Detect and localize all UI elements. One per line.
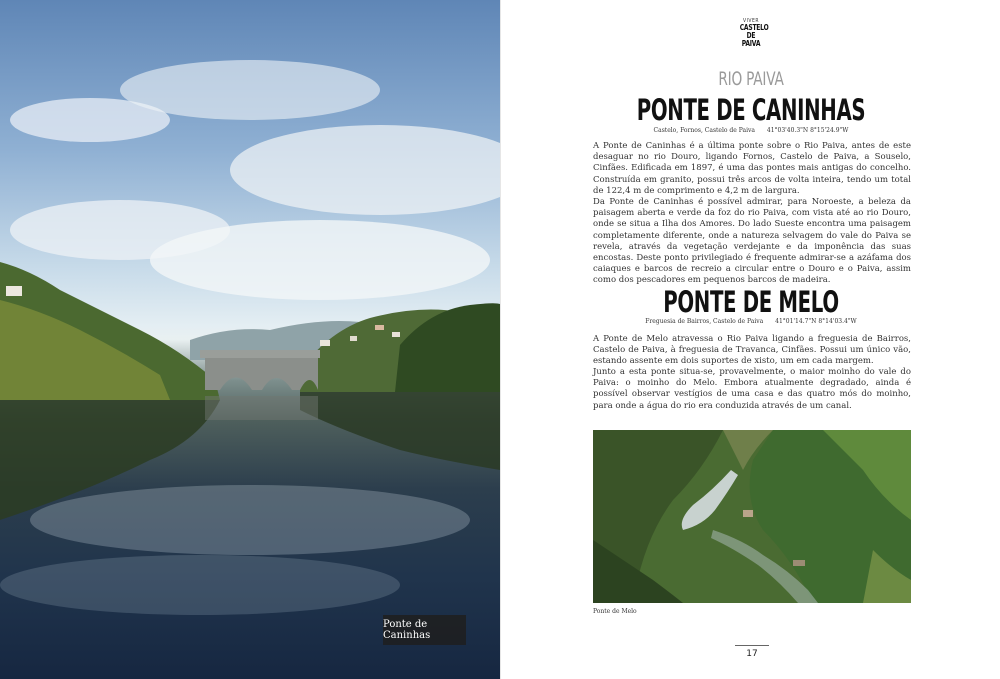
coordinates-text: 41°03'40.3"N 8°15'24.9"W — [766, 127, 849, 134]
photo-ponte-de-melo — [593, 430, 911, 603]
section-title-ponte-de-caninhas: PONTE DE CANINHAS — [636, 93, 866, 127]
location-text: Castelo, Fornos, Castelo de Paiva — [653, 127, 755, 134]
logo-line-2: DE PAIVA — [741, 31, 761, 48]
river-valley-illustration — [593, 430, 911, 603]
logo-line-1: CASTELO — [739, 23, 769, 32]
paragraph-caninhas-1: A Ponte de Caninhas é a última ponte sobre o Rio Paiva, antes de este desaguar no rio Douro, ligando Fornos, Castelo de Paiva, a Souselo, Cinfães. Edificada em 1897, é uma das pontes mais antigas do concelho. Construída em granito, possui três arcos de volta inteira, tendo um total de 122,4 m de comprimento e 4,2 m de largura. — [593, 141, 911, 196]
location-line-ponte-de-melo — [590, 318, 912, 325]
location-line-ponte-de-caninhas — [590, 127, 912, 134]
coordinates-text: 41°01'14.7"N 8°14'03.4"W — [775, 318, 857, 325]
page-number: 17 — [735, 645, 769, 659]
viver-castelo-de-paiva-logo — [736, 18, 769, 48]
paragraph-caninhas-2: Da Ponte de Caninhas é possível admirar, para Noroeste, a beleza da paisagem aberta e verde da foz do rio Paiva, com vista até ao rio Douro, onde se situa a Ilha dos Amores. Do lado Sueste encontra uma paisagem completamente diferente, onde a natureza selvagem do vale do Paiva se revela, através da vegetação verdejante e da imponência das suas encostas. Deste ponto privilegiado é frequente admirar-se a azáfama dos caiaques e barcos de recreio a circular entre o Douro e o Paiva, assim como dos pescadores em pequenos barcos de madeira. — [593, 197, 911, 286]
location-text: Freguesia de Bairros, Castelo de Paiva — [645, 318, 764, 325]
photo-caption-ponte-de-melo: Ponte de Melo — [593, 608, 637, 615]
photo-caption-ponte-de-caninhas: Ponte de Caninhas — [383, 615, 466, 645]
logo-small-text: VIVER — [743, 18, 759, 24]
page-gutter — [500, 0, 501, 679]
paragraph-melo-2: Junto a esta ponte situa-se, provavelmente, o maior moinho do vale do Paiva: o moinho do Melo. Embora atualmente degradado, ainda é possível observar vestígios de uma casa e das quatro mós do moinho, para onde a água do rio era conduzida através de um canal. — [593, 367, 911, 411]
section-title-ponte-de-melo: PONTE DE MELO — [663, 285, 839, 319]
paragraph-melo-1: A Ponte de Melo atravessa o Rio Paiva ligando a freguesia de Bairros, Castelo de Paiva, à freguesia de Travanca, Cinfães. Possui um único vão, estando assente em dois suportes de xisto, um em cada margem. — [593, 334, 911, 367]
river-heading: RIO PAIVA — [718, 68, 784, 90]
